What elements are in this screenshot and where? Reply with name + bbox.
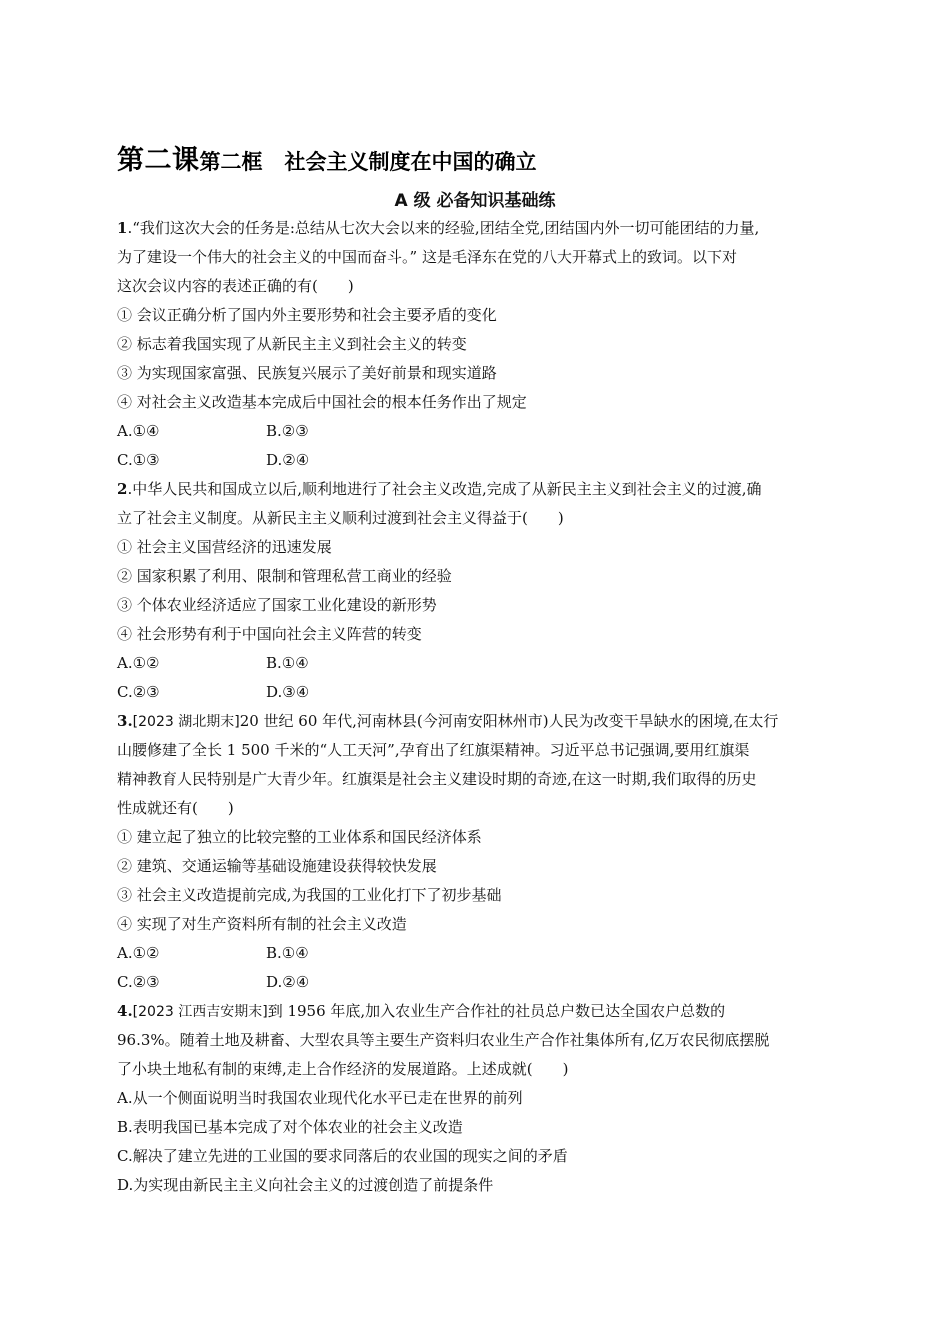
- options-row: [117, 678, 833, 707]
- section-title: 社会主义制度在中国的确立: [284, 150, 537, 174]
- question-source: [2023 湖北期末]: [132, 714, 240, 730]
- question-stem: 2.中华人民共和国成立以后,顺利地进行了社会主义改造,完成了从新民主主义到社会主义的过渡,确: [117, 480, 762, 498]
- option-b: B.①④: [266, 944, 309, 962]
- question-stem: 1.“我们这次大会的任务是:总结从七次大会以来的经验,团结全党,团结国内外一切可能团结的力量,: [117, 219, 760, 237]
- option-b: B.①④: [266, 654, 309, 672]
- statement: ① 建立起了独立的比较完整的工业体系和国民经济体系: [117, 828, 482, 846]
- option-c: C.解决了建立先进的工业国的要求同落后的农业国的现实之间的矛盾: [117, 1147, 568, 1165]
- option-c: C.②③: [117, 683, 160, 701]
- options-row: [117, 968, 833, 997]
- statement: ④ 社会形势有利于中国向社会主义阵营的转变: [117, 625, 422, 643]
- option-a: A.①②: [117, 654, 160, 672]
- question-list: [117, 214, 833, 1200]
- option-d: D.②④: [266, 973, 310, 991]
- statement: ③ 为实现国家富强、民族复兴展示了美好前景和现实道路: [117, 364, 497, 382]
- option-a: A.从一个侧面说明当时我国农业现代化水平已走在世界的前列: [117, 1089, 523, 1107]
- statement: ① 社会主义国营经济的迅速发展: [117, 538, 332, 556]
- option-a: A.①②: [117, 944, 160, 962]
- options-row: [117, 446, 833, 475]
- question-source: [2023 江西吉安期末]: [132, 1004, 268, 1020]
- options-row: [117, 649, 833, 678]
- level-heading: A 级 必备知识基础练: [394, 191, 556, 211]
- statement: ② 建筑、交通运输等基础设施建设获得较快发展: [117, 857, 437, 875]
- question-stem-line: 山腰修建了全长 1 500 千米的“人工天河”,孕育出了红旗渠精神。习近平总书记强调,要用红旗渠: [117, 741, 750, 759]
- statement: ① 会议正确分析了国内外主要形势和社会主要矛盾的变化: [117, 306, 497, 324]
- option-d: D.③④: [266, 683, 310, 701]
- question-1: [117, 214, 833, 475]
- question-3: [117, 707, 833, 997]
- options-row: [117, 417, 833, 446]
- question-number: 2: [117, 480, 128, 498]
- option-c: C.①③: [117, 451, 160, 469]
- statement: ④ 对社会主义改造基本完成后中国社会的根本任务作出了规定: [117, 393, 527, 411]
- question-stem-line: 了小块土地私有制的束缚,走上合作经济的发展道路。上述成就( ): [117, 1060, 569, 1078]
- question-stem-line: 性成就还有( ): [117, 799, 234, 817]
- question-stem-line: 精神教育人民特别是广大青少年。红旗渠是社会主义建设时期的奇迹,在这一时期,我们取得的历史: [117, 770, 757, 788]
- frame-label: 第二框: [199, 150, 263, 174]
- option-b: B.②③: [266, 422, 309, 440]
- question-2: [117, 475, 833, 707]
- lesson-label: 第二课: [117, 145, 200, 176]
- question-number: 3: [117, 712, 128, 730]
- question-4: [117, 997, 833, 1200]
- options-row: [117, 939, 833, 968]
- option-d: D.②④: [266, 451, 310, 469]
- statement: ② 国家积累了利用、限制和管理私营工商业的经验: [117, 567, 452, 585]
- question-number: 4: [117, 1002, 128, 1020]
- option-c: C.②③: [117, 973, 160, 991]
- question-stem: 4.[2023 江西吉安期末]到 1956 年底,加入农业生产合作社的社员总户数已达全国农户总数的: [117, 1002, 726, 1020]
- statement: ③ 社会主义改造提前完成,为我国的工业化打下了初步基础: [117, 886, 502, 904]
- option-d: D.为实现由新民主主义向社会主义的过渡创造了前提条件: [117, 1176, 494, 1194]
- question-stem-line: 为了建设一个伟大的社会主义的中国而奋斗。” 这是毛泽东在党的八大开幕式上的致词。以下对: [117, 248, 737, 266]
- question-stem-line: 立了社会主义制度。从新民主主义顺利过渡到社会主义得益于( ): [117, 509, 564, 527]
- statement: ④ 实现了对生产资料所有制的社会主义改造: [117, 915, 407, 933]
- statement: ③ 个体农业经济适应了国家工业化建设的新形势: [117, 596, 437, 614]
- option-b: B.表明我国已基本完成了对个体农业的社会主义改造: [117, 1118, 463, 1136]
- question-stem: 3.[2023 湖北期末]20 世纪 60 年代,河南林县(今河南安阳林州市)人民为改变干旱缺水的困境,在太行: [117, 712, 779, 730]
- statement: ② 标志着我国实现了从新民主主义到社会主义的转变: [117, 335, 467, 353]
- option-a: A.①④: [117, 422, 160, 440]
- question-stem-line: 这次会议内容的表述正确的有( ): [117, 277, 354, 295]
- page-title: [117, 138, 537, 177]
- question-stem-line: 96.3%。随着土地及耕畜、大型农具等主要生产资料归农业生产合作社集体所有,亿万农民彻底摆脱: [117, 1031, 770, 1049]
- question-number: 1: [117, 219, 128, 237]
